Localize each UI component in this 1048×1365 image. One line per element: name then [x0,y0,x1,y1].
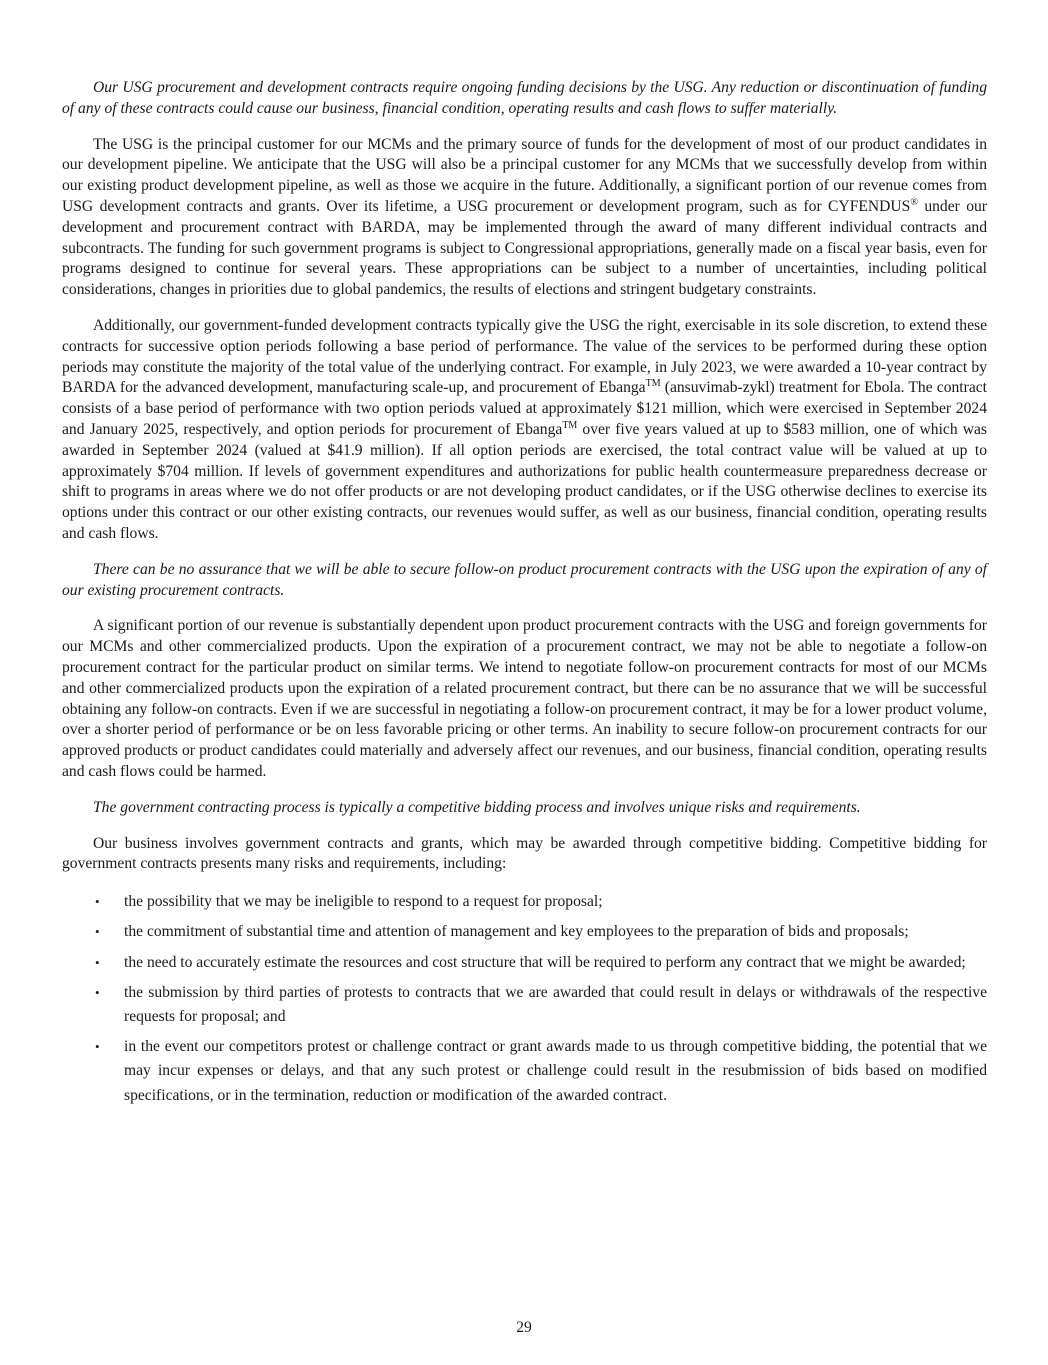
paragraph-procurement-dependence: A significant portion of our revenue is substantially dependent upon product procurement contracts with the USG and foreign governments for our MCMs and other commercialized products. Upon the expiration of a procurement contract, we may not be able to negotiate a follow-on procurement contract for the particular product on similar terms. We intend to negotiate follow-on procurement contracts for most of our MCMs and other commercialized products upon the expiration of a related procurement contract, but there can be no assurance that we will be successful obtaining any follow-on contracts. Even if we are successful in negotiating a follow-on procurement contract, it may be for a lower product volume, over a shorter period of performance or be on less favorable pricing or other terms. An inability to secure follow-on procurement contracts for our approved products or product candidates could materially and adversely affect our revenues, and our business, financial condition, operating results and cash flows could be harmed. [62,617,987,780]
bullet-icon: • [95,924,100,940]
trademark-mark: TM [562,419,578,431]
risk-bullet-list [62,890,987,1108]
paragraph-competitive-bidding: Our business involves government contracts and grants, which may be awarded through competitive bidding. Competitive bidding for government contracts presents many risks and requirements, including: [62,834,987,873]
paragraph-option-periods: Additionally, our government-funded development contracts typically give the USG the right, exercisable in its sole discretion, to extend these contracts for successive option periods following a base period of performance. The value of the services to be performed during these option periods may constitute the majority of the total value of the underlying contract. For example, in July 2023, we were awarded a 10-year contract by BARDA for the advanced development, manufacturing scale-up, and procurement of Ebanga™ (ansuvimab-zykl) treatment for Ebola. The contract consists of a base period of performance with two option periods valued at approximately $121 million, which were exercised in September 2024 and January 2025, respectively, and option periods for procurement of Ebanga™ over five years valued at up to $583 million, one of which was awarded in September 2024 (valued at $41.9 million). If all option periods are exercised, the total contract value will be valued at up to approximately $704 million. If levels of government expenditures and authorizations for public health countermeasure preparedness decrease or shift to programs in areas where we do not offer products or are not developing product candidates, or if the USG otherwise declines to exercise its options under this contract or our other existing contracts, our revenues would suffer, as well as our business, financial condition, operating results and cash flows. [62,316,987,542]
risk-heading-competitive-bidding: The government contracting process is typically a competitive bidding process and involves unique risks and requirements. [93,798,861,816]
list-item: • the submission by third parties of protests to contracts that we are awarded that could result in delays or withdrawals of the respective requests for proposal; and [62,981,987,1029]
risk-heading-funding: Our USG procurement and development contracts require ongoing funding decisions by the USG. Any reduction or discontinuation of funding of any of these contracts could cause our business, financial condition, operating results and cash flows to suffer materially. [62,79,987,117]
paragraph-usg-principal-customer: The USG is the principal customer for our MCMs and the primary source of funds for the development of most of our product candidates in our development pipeline. We anticipate that the USG will also be a principal customer for any MCMs that we successfully develop from within our existing product development pipeline, as well as those we acquire in the future. Additionally, a significant portion of our revenue comes from USG development contracts and grants. Over its lifetime, a USG procurement or development program, such as for CYFENDUS® under our development and procurement contract with BARDA, may be implemented through the award of many different individual contracts and subcontracts. The funding for such government programs is subject to Congressional appropriations, generally made on a fiscal year basis, even for programs designed to continue for several years. These appropriations can be subject to a number of uncertainties, including political considerations, changes in priorities due to global pandemics, the results of elections and stringent budgetary constraints. [62,135,987,299]
list-item: • the need to accurately estimate the resources and cost structure that will be required to perform any contract that we might be awarded; [62,951,987,975]
bullet-icon: • [95,1039,100,1055]
bullet-icon: • [95,954,100,970]
registered-mark: ® [910,196,918,208]
bullet-icon: • [95,984,100,1000]
risk-heading-follow-on: There can be no assurance that we will be able to secure follow-on product procurement contracts with the USG upon the expiration of any of our existing procurement contracts. [62,560,987,599]
list-item: • in the event our competitors protest or challenge contract or grant awards made to us through competitive bidding, the potential that we may incur expenses or delays, and that any such protest or challenge could result in the resubmission of bids based on modified specifications, or in the termination, reduction or modification of the awarded contract. [62,1035,987,1108]
page-number: 29 [516,1319,532,1336]
document-page [62,78,987,1114]
trademark-mark: TM [645,378,661,390]
list-item: • the possibility that we may be ineligible to respond to a request for proposal; [62,890,987,914]
bullet-icon: • [95,894,100,910]
list-item: • the commitment of substantial time and attention of management and key employees to the preparation of bids and proposals; [62,920,987,944]
